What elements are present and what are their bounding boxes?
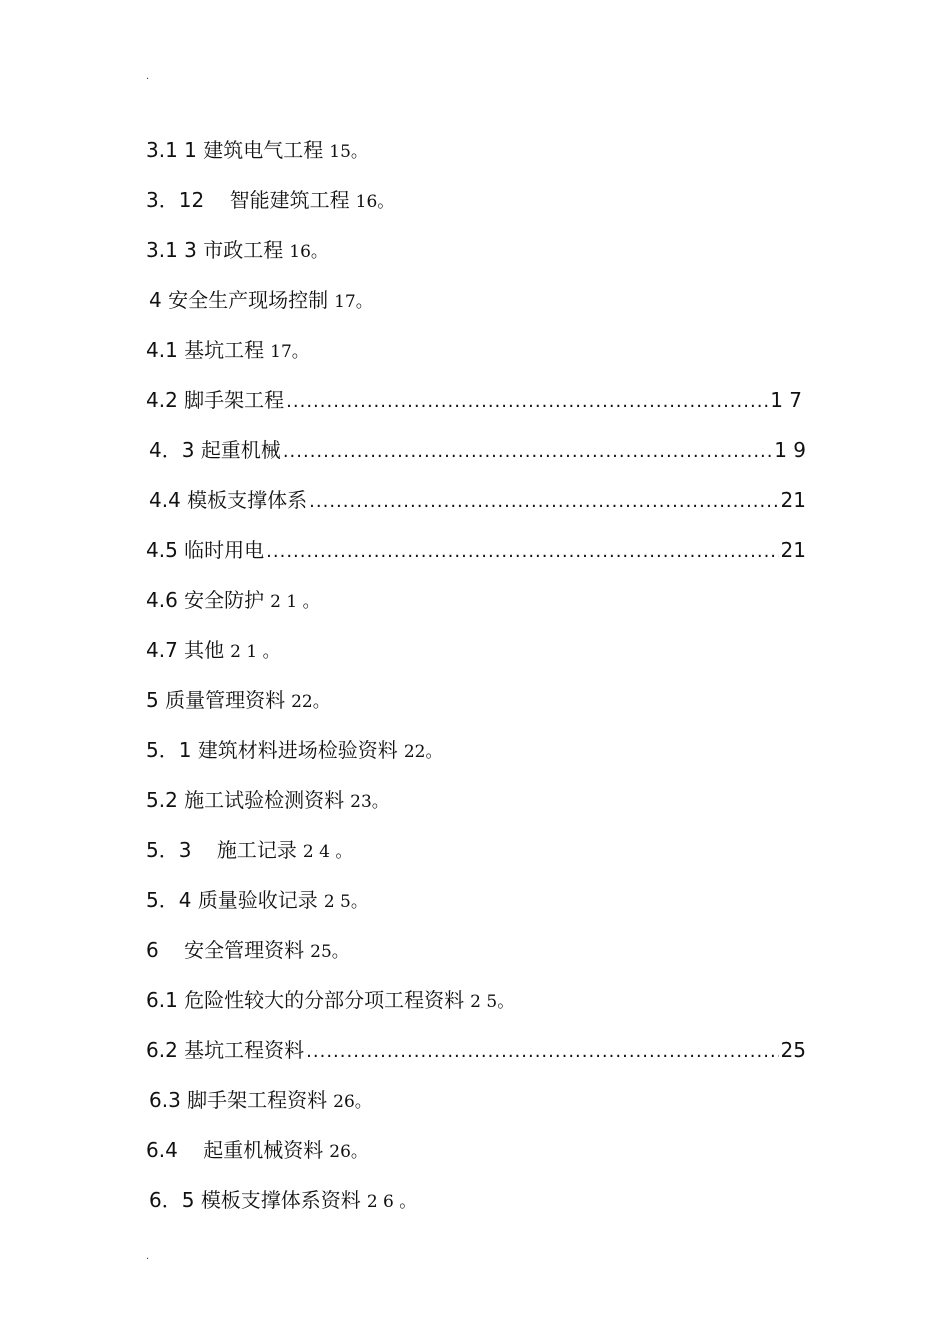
toc-entry-title: 建筑电气工程 (203, 138, 324, 162)
toc-entry-number: 3.1 3 (146, 238, 197, 262)
toc-entry-page: 25 (780, 1038, 806, 1062)
toc-entry-title: 基坑工程 (184, 338, 265, 362)
toc-entry-number: 5．3 (146, 838, 192, 862)
toc-entry-title: 安全管理资料 (184, 938, 305, 962)
toc-entry-6-5[interactable] (149, 1185, 416, 1215)
toc-entry-number: 4.6 (146, 588, 178, 612)
toc-entry-title: 质量管理资料 (165, 688, 286, 712)
toc-entry-page: 21 (780, 538, 806, 562)
toc-entry-page: 25。 (310, 942, 349, 962)
toc-entry-5-2[interactable] (146, 785, 389, 815)
toc-entry-page: 22。 (403, 742, 443, 762)
toc-entry-page: 21 (780, 488, 806, 512)
toc-entry-4[interactable] (149, 285, 373, 315)
toc-entry-number: 6．5 (149, 1188, 195, 1212)
toc-entry-page: 2 1 。 (270, 592, 320, 612)
toc-entry-title: 脚手架工程 (184, 388, 285, 412)
toc-entry-title: 智能建筑工程 (229, 188, 350, 212)
toc-entry-title: 建筑材料进场检验资料 (197, 738, 398, 762)
toc-entry-number: 6 (146, 938, 159, 962)
toc-entry-5-4[interactable] (146, 885, 368, 915)
toc-entry-number: 4.2 (146, 388, 178, 412)
toc-dot-leader (309, 485, 778, 517)
toc-entry-3-11[interactable] (146, 135, 368, 165)
toc-entry-3-12[interactable] (146, 185, 394, 215)
toc-entry-number: 5.2 (146, 788, 178, 812)
toc-entry-title: 脚手架工程资料 (187, 1088, 328, 1112)
toc-entry-page: 2 1 。 (230, 642, 280, 662)
toc-entry-title: 施工记录 (216, 838, 297, 862)
toc-entry-title: 起重机械资料 (203, 1138, 324, 1162)
toc-entry-number: 5．1 (146, 738, 192, 762)
toc-entry-title: 市政工程 (203, 238, 284, 262)
toc-entry-number: 4．3 (149, 438, 195, 462)
toc-entry-title: 危险性较大的分部分项工程资料 (184, 988, 465, 1012)
toc-entry-title: 模板支撑体系 (187, 488, 308, 512)
page-top-mark: . (146, 71, 150, 82)
toc-entry-number: 4.4 (149, 488, 181, 512)
toc-entry-4-2[interactable] (146, 385, 802, 415)
toc-entry-page: 16。 (355, 192, 395, 212)
toc-entry-6-3[interactable] (149, 1085, 372, 1115)
toc-entry-title: 安全防护 (184, 588, 265, 612)
toc-entry-page: 23。 (350, 792, 389, 812)
toc-entry-number: 4.7 (146, 638, 178, 662)
toc-entry-5-1[interactable] (146, 735, 442, 765)
toc-entry-3-13[interactable] (146, 235, 328, 265)
toc-entry-page: 15。 (329, 142, 368, 162)
toc-entry-page: 26。 (333, 1092, 372, 1112)
toc-entry-number: 5．4 (146, 888, 192, 912)
toc-entry-page: 22。 (291, 692, 330, 712)
page-bottom-mark: . (146, 1251, 150, 1262)
toc-entry-6[interactable] (146, 935, 349, 965)
toc-dot-leader (286, 385, 768, 417)
toc-entry-number: 3.1 1 (146, 138, 197, 162)
toc-entry-number: 4.5 (146, 538, 178, 562)
toc-entry-page: 16。 (289, 242, 328, 262)
toc-entry-title: 基坑工程资料 (184, 1038, 305, 1062)
toc-entry-number: 6.4 (146, 1138, 178, 1162)
toc-entry-number: 6.1 (146, 988, 178, 1012)
toc-entry-page: 2 4 。 (302, 842, 353, 862)
toc-entry-title: 起重机械 (200, 438, 281, 462)
toc-entry-number: 4.1 (146, 338, 178, 362)
toc-entry-4-4[interactable] (149, 485, 806, 515)
toc-entry-page: 17。 (270, 342, 309, 362)
toc-entry-number: 3．12 (146, 188, 205, 212)
toc-entry-number: 6.2 (146, 1038, 178, 1062)
toc-entry-title: 质量验收记录 (197, 888, 318, 912)
toc-entry-5-3[interactable] (146, 835, 352, 865)
toc-entry-4-6[interactable] (146, 585, 320, 615)
toc-entry-page: 1 9 (774, 438, 806, 462)
toc-entry-number: 6.3 (149, 1088, 181, 1112)
toc-dot-leader (306, 1035, 778, 1067)
toc-entry-4-5[interactable] (146, 535, 806, 565)
toc-entry-title: 施工试验检测资料 (184, 788, 345, 812)
toc-entry-title: 其他 (184, 638, 225, 662)
toc-entry-6-4[interactable] (146, 1135, 368, 1165)
toc-entry-page: 2 6 。 (366, 1192, 417, 1212)
toc-entry-page: 2 5。 (323, 892, 368, 912)
toc-entry-title: 临时用电 (184, 538, 265, 562)
toc-entry-4-7[interactable] (146, 635, 280, 665)
toc-entry-4-3[interactable] (149, 435, 806, 465)
toc-entry-6-1[interactable] (146, 985, 514, 1015)
toc-entry-4-1[interactable] (146, 335, 309, 365)
toc-entry-page: 17。 (334, 292, 373, 312)
toc-entry-number: 5 (146, 688, 159, 712)
toc-entry-title: 模板支撑体系资料 (200, 1188, 361, 1212)
toc-entry-title: 安全生产现场控制 (168, 288, 329, 312)
toc-dot-leader (283, 435, 772, 467)
toc-dot-leader (266, 535, 778, 567)
toc-entry-number: 4 (149, 288, 162, 312)
toc-entry-page: 26。 (329, 1142, 368, 1162)
toc-entry-page: 1 7 (770, 388, 802, 412)
toc-entry-page: 2 5。 (470, 992, 515, 1012)
toc-entry-5[interactable] (146, 685, 330, 715)
toc-entry-6-2[interactable] (146, 1035, 806, 1065)
